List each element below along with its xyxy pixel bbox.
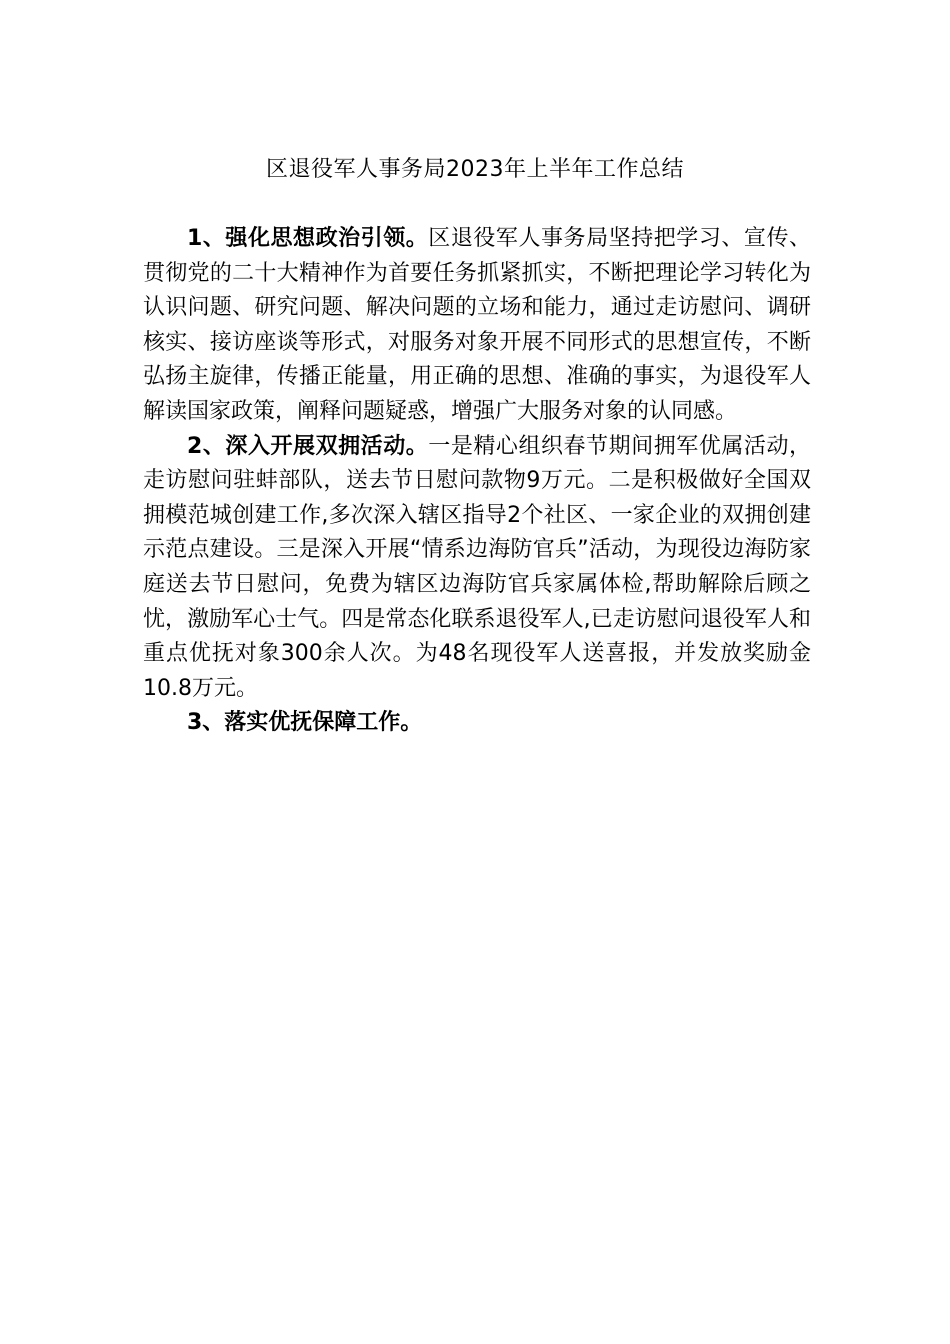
paragraph-3-heading: 3、落实优抚保障工作。: [187, 710, 423, 736]
paragraph-2: [143, 430, 811, 707]
paragraph-3: [143, 706, 811, 741]
paragraph-2-heading: 2、深入开展双拥活动。: [187, 433, 429, 459]
paragraph-1-text: 区退役军人事务局坚持把学习、宣传、贯彻党的二十大精神作为首要任务抓紧抓实，不断把理论学习转化为认识问题、研究问题、解决问题的立场和能力，通过走访慰问、调研核实、接访座谈等形式，对服务对象开展不同形式的思想宣传，不断弘扬主旋律，传播正能量，用正确的思想、准确的事实，为退役军人解读国家政策，阐释问题疑惑，增强广大服务对象的认同感。: [143, 226, 811, 424]
document-body: [143, 222, 811, 741]
paragraph-2-text: 一是精心组织春节期间拥军优属活动，走访慰问驻蚌部队，送去节日慰问款物9万元。二是积极做好全国双拥模范城创建工作,多次深入辖区指导2个社区、一家企业的双拥创建示范点建设。三是深入开展“情系边海防官兵”活动，为现役边海防家庭送去节日慰问，免费为辖区边海防官兵家属体检,帮助解除后顾之忧，激励军心士气。四是常态化联系退役军人,已走访慰问退役军人和重点优抚对象300余人次。为48名现役军人送喜报，并发放奖励金10.8万元。: [143, 433, 811, 701]
document-title: 区退役军人事务局2023年上半年工作总结: [266, 157, 684, 182]
paragraph-1-heading: 1、强化思想政治引领。: [187, 226, 429, 251]
paragraph-1: [143, 222, 811, 430]
